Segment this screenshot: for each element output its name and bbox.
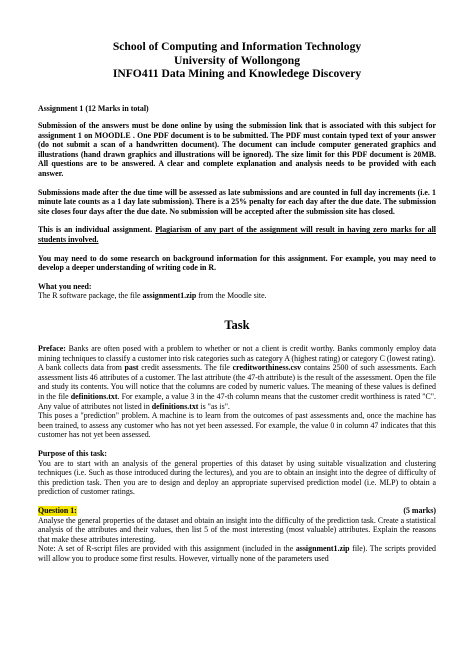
assignment-heading: Assignment 1 (12 Marks in total) — [38, 103, 149, 113]
question1-note — [38, 544, 436, 563]
subject-title: INFO411 Data Mining and Knowledege Discovery — [112, 67, 362, 80]
what-you-need-heading: What you need: — [38, 281, 92, 291]
what-you-need-text — [38, 291, 436, 301]
dataset-text-e: is "as is". — [198, 401, 230, 411]
purpose-text: You are to start with an analysis of the general properties of this dataset by using suitable visualization and clustering techniques (i.e. Such as those introduced during the lectures), and you are to obtain an insight into the degree of difficulty of this prediction task. Then you are to design and deploy an appropriate supervised prediction model (i.e. MLP) to obtain a prediction of customer ratings. — [38, 458, 436, 497]
what-you-need-text-a: The R software package, the file — [38, 291, 143, 301]
definitions-file-ref: definitions.txt — [151, 401, 199, 411]
question1-text: Analyse the general properties of the dataset and obtain an insight into the difficulty of the prediction task. Create a statistical analysis of the attributes and their values, then list 5 of the most interesting (most valuable) attributes. Explain the reasons that make these attributes interesting. — [38, 515, 436, 544]
purpose-heading: Purpose of this task: — [38, 448, 108, 458]
question1-label: Question 1: — [38, 505, 77, 515]
plagiarism-warning: Plagiarism of any part of the assignment will result in having zero marks for all students involved. — [38, 225, 436, 245]
research-note: You may need to do some research on background information for this assignment. For example, you may need to develop a deeper understanding of writing code in R. — [38, 253, 436, 273]
definitions-file: definitions.txt — [70, 391, 118, 401]
document-header — [38, 40, 436, 81]
question1-marks: (5 marks) — [403, 505, 436, 515]
plagiarism-notice — [38, 225, 436, 244]
individual-assignment-text: This is an individual assignment. — [38, 225, 156, 235]
dataset-text-a: A bank collects data from — [38, 363, 125, 373]
preface-label: Preface: — [38, 344, 66, 353]
dataset-text-b: credit assessments. The file — [138, 363, 233, 373]
note-text-a: Note: A set of R-script files are provided with this assignment (included in the — [38, 544, 296, 554]
note-text-b: file). The scripts provided will allow you to produce some first results. However, virtually none of the parameters used — [38, 544, 437, 563]
university-name: University of Wollongong — [173, 53, 301, 67]
task-title: Task — [224, 318, 250, 332]
dataset-text-c: contains 2500 of such assessments. Each assessment lists 46 attributes of a customer. The last attribute (the 47-th attribute) is the result of the assessment. Open the file and study its contents. You will notice that the columns are coded by numeric values. The meaning of these values is defined in the file — [38, 363, 437, 401]
what-you-need-text-b: from the Moodle site. — [196, 291, 267, 301]
prediction-problem: This poses a "prediction" problem. A machine is to learn from the outcomes of past assessments and, once the machine has been trained, to assess any customer who has not yet been assessed. For example, the value 0 in column 47 indicates that this customer has not yet been assessed. — [38, 411, 436, 440]
late-submission-policy: Submissions made after the due time will be assessed as late submissions and are counted in full day increments (i.e. 1 minute late counts as a 1 day late submission). There is a 25% penalty for each day after the due date. The submission site closes four days after the due date. No submission will be accepted after the submission site has closed. — [38, 187, 436, 216]
assignment-zip-file: assignment1.zip — [142, 291, 197, 301]
creditworthiness-file: creditworthiness.csv — [232, 363, 302, 373]
note-assignment-zip-file: assignment1.zip — [295, 544, 350, 554]
preface-paragraph — [38, 344, 436, 363]
submission-instructions: Submission of the answers must be done online by using the submission link that is associated with this subject for assignment 1 on MOODLE . One PDF document is to be submitted. The PDF must contain typed text of your answer (do not submit a scan of a handwritten document). The document can include computer generated graphics and illustrations (hand drawn graphics and illustrations will be ignored). The size limit for this PDF document is 20MB. All questions are to be answered. A clear and complete explanation and analysis needs to be provided with each answer. — [38, 121, 436, 179]
dataset-text-d: . For example, a value 3 in the 47-th column means that the customer credit worthiness is rated "C". Any value of attributes not listed in — [38, 391, 436, 411]
dataset-description — [38, 363, 436, 411]
past-emphasis: past — [124, 363, 139, 373]
question1-heading — [38, 506, 436, 516]
preface-text: Banks are often posed with a problem to whether or not a client is credit worthy. Banks commonly employ data mining techniques to classify a customer into risk categories such as category A (highest rating) or category C (lowest rating). — [38, 344, 436, 363]
school-name: School of Computing and Information Technology — [112, 40, 362, 53]
